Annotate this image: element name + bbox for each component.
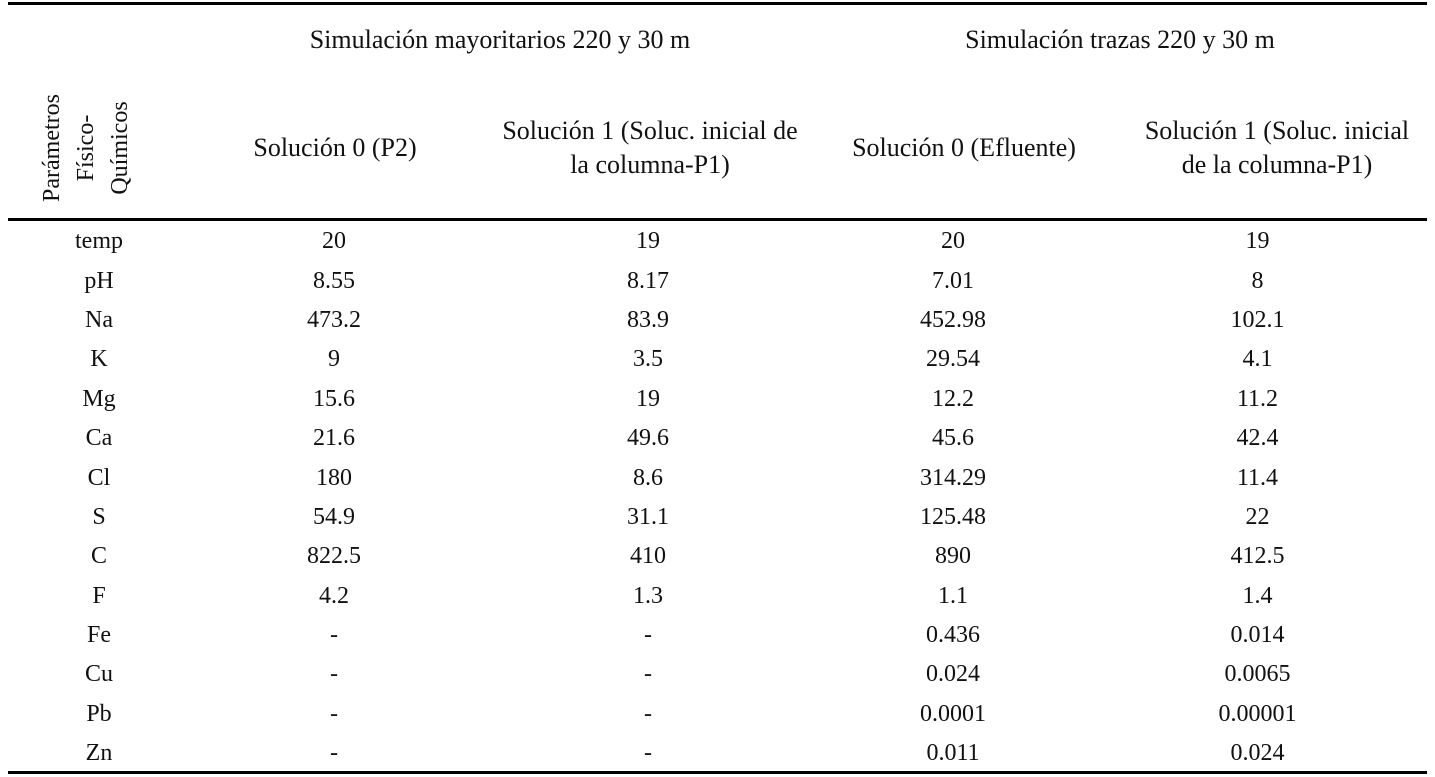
parameter-cell: temp <box>75 228 123 255</box>
value-cell: 8.17 <box>627 267 669 294</box>
parameter-cell: Pb <box>86 700 112 727</box>
column-header-solution-1-traces: Solución 1 (Soluc. inicial de la columna-P1) <box>1144 116 1410 179</box>
table-row <box>8 577 1427 616</box>
parameter-cell: C <box>90 543 107 570</box>
table-row <box>8 261 1427 300</box>
value-cell: 0.014 <box>1230 622 1285 649</box>
value-cell: 412.5 <box>1230 543 1285 570</box>
value-cell: 42.4 <box>1236 425 1279 452</box>
value-cell: 0.436 <box>926 622 980 649</box>
parameters-header <box>35 73 145 223</box>
value-cell: 1.4 <box>1242 582 1273 609</box>
value-cell: - <box>330 661 338 688</box>
parameter-cell: Ca <box>85 425 113 452</box>
header-rule <box>8 218 1427 221</box>
value-cell: 4.1 <box>1242 346 1273 373</box>
group-header-traces: Simulación trazas 220 y 30 m <box>965 25 1275 54</box>
value-cell: 7.01 <box>932 267 974 294</box>
value-cell: 11.4 <box>1236 464 1279 491</box>
value-cell: - <box>644 622 652 649</box>
value-cell: 410 <box>630 543 666 570</box>
value-cell: 11.2 <box>1236 385 1279 412</box>
table-row <box>8 537 1427 576</box>
value-cell: 31.1 <box>627 503 669 530</box>
bottom-rule <box>8 771 1427 774</box>
value-cell: 3.5 <box>633 346 663 373</box>
table-row <box>8 655 1427 694</box>
table-row <box>8 616 1427 655</box>
value-cell: 49.6 <box>627 425 669 452</box>
value-cell: - <box>644 700 652 727</box>
value-cell: 1.1 <box>938 582 968 609</box>
value-cell: 0.024 <box>1230 740 1285 767</box>
value-cell: - <box>330 700 338 727</box>
parameter-cell: Zn <box>85 740 113 767</box>
parameters-header-line: Parámetros <box>39 94 65 202</box>
parameter-cell: F <box>92 582 106 609</box>
value-cell: 8.55 <box>313 267 355 294</box>
value-cell: 12.2 <box>932 385 974 412</box>
table-row <box>8 380 1427 419</box>
parameter-cell: Fe <box>87 622 111 649</box>
value-cell: 1.3 <box>633 582 663 609</box>
table-row <box>8 222 1427 261</box>
table-row <box>8 301 1427 340</box>
value-cell: 822.5 <box>307 543 361 570</box>
value-cell: 125.48 <box>920 503 986 530</box>
value-cell: 15.6 <box>313 385 355 412</box>
parameter-cell: Cl <box>87 464 111 491</box>
value-cell: 314.29 <box>920 464 986 491</box>
value-cell: 473.2 <box>307 306 361 333</box>
value-cell: 20 <box>941 228 965 255</box>
table-row <box>8 458 1427 497</box>
parameter-cell: Mg <box>82 385 116 412</box>
parameter-cell: pH <box>84 267 114 294</box>
value-cell: 8.6 <box>633 464 663 491</box>
value-cell: 4.2 <box>319 582 349 609</box>
column-header-solution-0-effluent: Solución 0 (Efluente) <box>852 133 1076 162</box>
value-cell: 45.6 <box>932 425 974 452</box>
parameters-header-line: Físico- <box>73 114 99 182</box>
value-cell: 21.6 <box>313 425 355 452</box>
value-cell: 19 <box>636 228 660 255</box>
table-body <box>8 222 1427 773</box>
value-cell: 54.9 <box>313 503 355 530</box>
value-cell: 0.0065 <box>1224 661 1291 688</box>
top-rule <box>8 2 1427 5</box>
value-cell: 19 <box>1245 228 1270 255</box>
value-cell: 19 <box>636 385 660 412</box>
value-cell: 83.9 <box>627 306 669 333</box>
value-cell: 890 <box>935 543 971 570</box>
value-cell: 452.98 <box>920 306 986 333</box>
value-cell: 29.54 <box>926 346 980 373</box>
parameter-cell: K <box>90 346 108 373</box>
value-cell: - <box>330 740 338 767</box>
value-cell: 0.0001 <box>920 700 986 727</box>
value-cell: 8 <box>1251 267 1264 294</box>
value-cell: 102.1 <box>1230 306 1285 333</box>
column-header-solution-1-majors: Solución 1 (Soluc. inicial de la columna-P1) <box>502 116 798 179</box>
value-cell: 9 <box>328 346 340 373</box>
value-cell: - <box>644 661 652 688</box>
group-header-majors: Simulación mayoritarios 220 y 30 m <box>309 25 691 54</box>
value-cell: 22 <box>1245 503 1270 530</box>
value-cell: - <box>330 622 338 649</box>
table-row <box>8 419 1427 458</box>
table-row <box>8 734 1427 773</box>
table-row <box>8 498 1427 537</box>
value-cell: 0.011 <box>926 740 980 767</box>
parameters-header-line: Químicos <box>107 101 133 195</box>
value-cell: 0.024 <box>926 661 980 688</box>
parameter-cell: Na <box>85 306 113 333</box>
value-cell: 180 <box>316 464 352 491</box>
parameter-cell: S <box>92 503 106 530</box>
value-cell: 20 <box>322 228 346 255</box>
table-row <box>8 340 1427 379</box>
value-cell: - <box>644 740 652 767</box>
parameter-cell: Cu <box>84 661 113 688</box>
value-cell: 0.00001 <box>1218 700 1297 727</box>
column-header-solution-0-p2: Solución 0 (P2) <box>253 133 417 162</box>
table-row <box>8 695 1427 734</box>
